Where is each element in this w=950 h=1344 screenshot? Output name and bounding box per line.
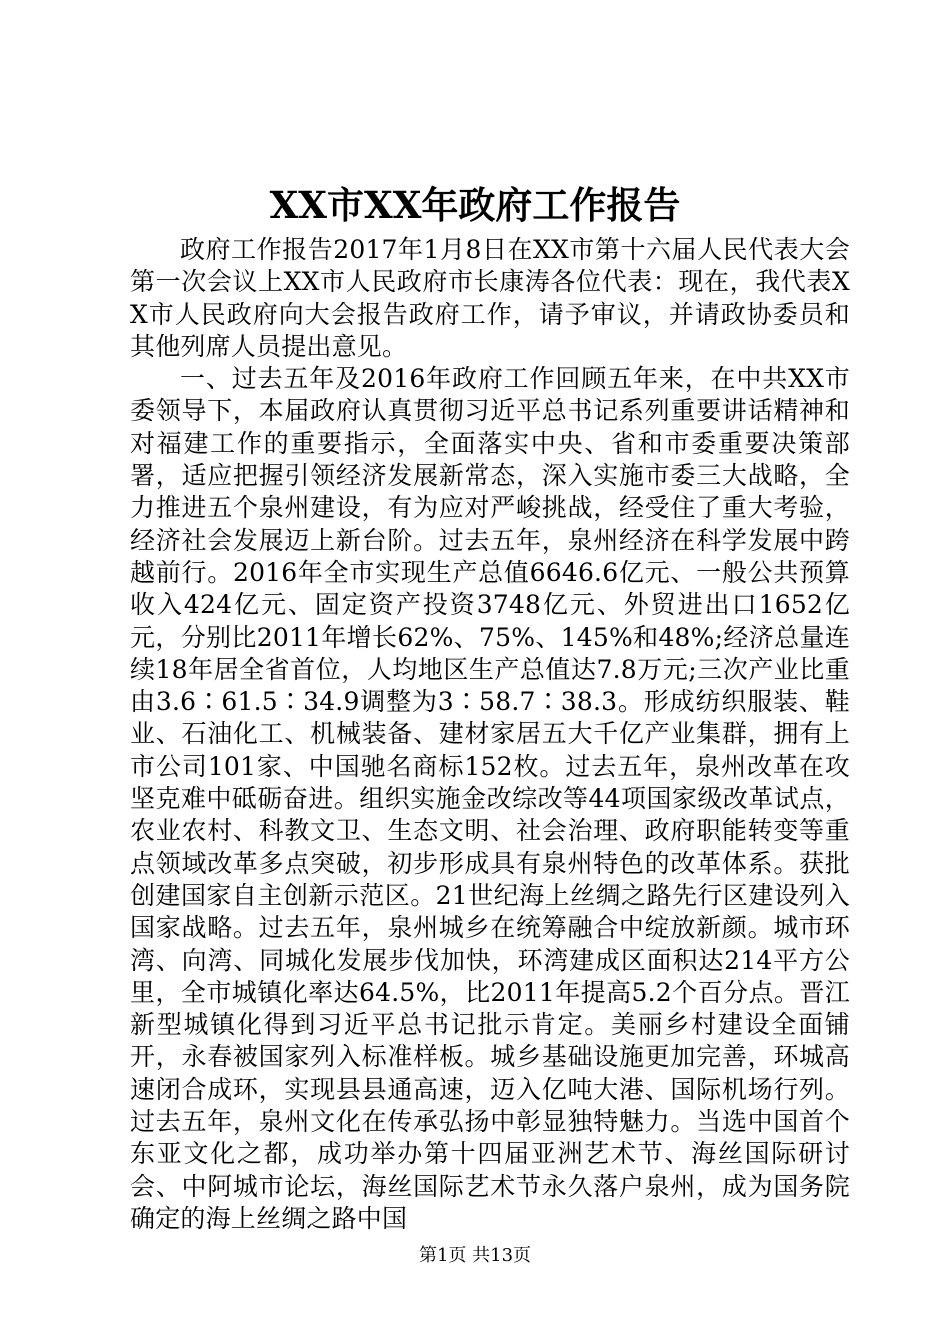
page-number: 第1页 共13页 (418, 1245, 532, 1266)
body-paragraph: 政府工作报告2017年1月8日在XX市第十六届人民代表大会第一次会议上XX市人民政府市长康涛各位代表：现在，我代表XX市人民政府向大会报告政府工作，请予审议，并请政协委员和其他列席人员提出意见。 (130, 235, 850, 361)
document-title: XX市XX年政府工作报告 (269, 183, 681, 227)
document-body (130, 234, 850, 1235)
body-paragraph: 一、过去五年及2016年政府工作回顾五年来，在中共XX市委领导下，本届政府认真贯彻习近平总书记系列重要讲话精神和对福建工作的重要指示，全面落实中央、省和市委重要决策部署，适应把握引领经济发展新常态，深入实施市委三大战略，全力推进五个泉州建设，有为应对严峻挑战，经受住了重大考验，经济社会发展迈上新台阶。过去五年，泉州经济在科学发展中跨越前行。2016年全市实现生产总值6646.6亿元、一般公共预算收入424亿元、固定资产投资3748亿元、外贸进出口1652亿元，分别比2011年增长62%、75%、145%和48%;经济总量连续18年居全省首位，人均地区生产总值达7.8万元;三次产业比重由3.6∶61.5∶34.9调整为3∶58.7∶38.3。形成纺织服装、鞋业、石油化工、机械装备、建材家居五大千亿产业集群，拥有上市公司101家、中国驰名商标152枚。过去五年，泉州改革在攻坚克难中砥砺奋进。组织实施金改综改等44项国家级改革试点，农业农村、科教文卫、生态文明、社会治理、政府职能转变等重点领域改革多点突破，初步形成具有泉州特色的改革体系。获批创建国家自主创新示范区。21世纪海上丝绸之路先行区建设列入国家战略。过去五年，泉州城乡在统筹融合中绽放新颜。城市环湾、向湾、同城化发展步伐加快，环湾建成区面积达214平方公里，全市城镇化率达64.5%，比2011年提高5.2个百分点。晋江新型城镇化得到习近平总书记批示肯定。美丽乡村建设全面铺开，永春被国家列入标准样板。城乡基础设施更加完善，环城高速闭合成环，实现县县通高速，迈入亿吨大港、国际机场行列。过去五年，泉州文化在传承弘扬中彰显独特魅力。当选中国首个东亚文化之都，成功举办第十四届亚洲艺术节、海丝国际研讨会、中阿城市论坛，海丝国际艺术节永久落户泉州，成为国务院确定的海上丝绸之路中国 (130, 364, 850, 1233)
